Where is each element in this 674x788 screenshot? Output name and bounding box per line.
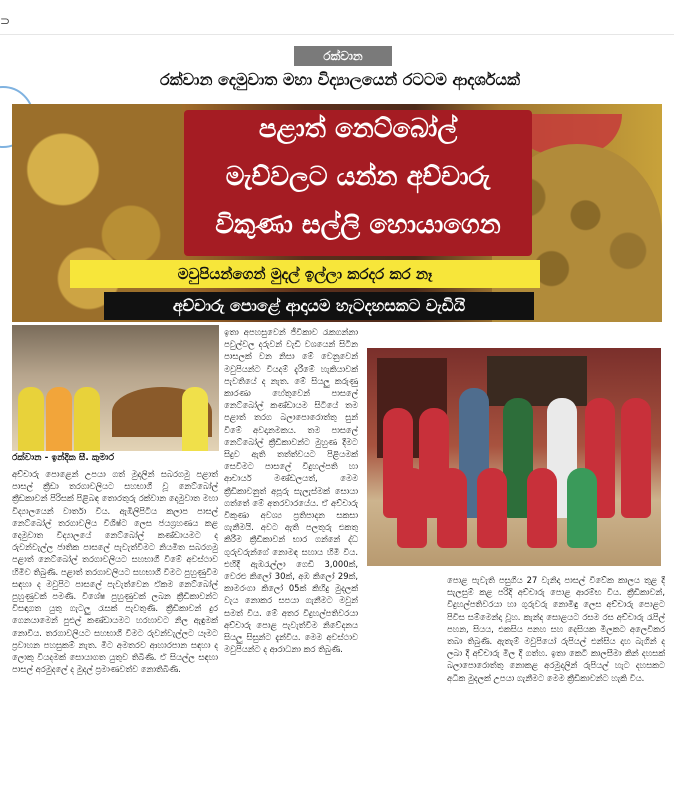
title-line-3: විකුණා සල්ලි හොයාගෙන (215, 210, 501, 240)
title-line-2: මැච්වලට යන්න අච්චාරු (225, 162, 491, 192)
subheadline-black: අච්චාරු පොළේ ආදායම හැටදහසකට වැඩියි (104, 292, 534, 320)
netball-team-photo (367, 348, 661, 566)
photo-caption: රක්වාන - ඉන්දික සී. කුමාර (12, 453, 115, 463)
article-column-1-text: අච්චාරු පොළෙන් උපයා ගත් මුදලින් සබරගමු පළාත් පාසල් ක්‍රීඩා තරගාවලියට සහභාගී වූ නෙට්බෝල් ක්‍රීඩකාවන් පිරිසක් පිළිබඳ තොරතුරු රක්වාන දෙමුවාත මහා විද්‍යාලයෙන් වාර්තා විය. ඇඹිලිපිටිය කලාප පාසල් නෙට්බෝල් තරගාවලිය විශිෂ්ට ලෙස ජයග්‍රහණය කළ දෙමුවාත විද්‍යාලයේ නෙට්බෝල් කණ්ඩායමට ද රුවන්වැල්ල ජාතික පාසලේ පැවැත්වීමට නියමිත සබරගමු පළාත් නෙට්බෝල් තරගාවලියට සහභාගී වීමේ අවස්ථාව හිමිව තිබුණි. පළාත් තරගාවලියට සහභාගී වීමට පුහුණුවීම සඳහා ද මවුපිට පාසලේ පැවැත්වෙන ඒකම නෙට්බෝල් පුහුණුවක් පමණි. විශේෂ පුහුණුවක් ලබන ක්‍රීඩිකාවන්ට විසඳාගත යුතු ගැටලු රැසක් පැවතුණි. ක්‍රීඩිකාවන් දුර ගෙනයාමෙන් පුළුල් කණ්ඩායමට හරහාවට නිල ඇඳුමක් නොවිය. තරගාවලියට සහභාගී වීමට රුවන්වැල්ලට යෑමට ප්‍රවාහන පහසුකම් නැත. මීට අමතරව ආහාරපාන සඳහා ද ලොකු වියදමක් සොයාගත යුතුව තිබිණි. ඒ සියල්ල සඳහා පාසල් අරමුදලේ ද මුදල් ප්‍රමාණවත්ව නොතිබිණි. (12, 469, 218, 675)
article-column-3 (447, 574, 665, 774)
pickle-stall-photo (12, 325, 219, 451)
hero-image (12, 104, 662, 322)
subheadline-yellow: මවුපියන්ගෙන් මුදල් ඉල්ලා කරදර කර නෑ (70, 260, 540, 288)
top-bar (0, 0, 674, 35)
article-column-3-text: පොළ පැවැති පසුගිය 27 වැනිදා පාසල් විවේක කාලය තුළ දී සැලසුම් කළ පරිදි අච්චාරු පොළ ආරම්භ විය. ක්‍රීඩිකාවන්, විදුහල්පතිවරයා හා ගුරුවරු නොමිඳු ලෙස අච්චාරු පොළට පිවිස සම්මෙන්දා වූහ. කැන්ද සොළයට රසම රස අච්චාරු රැපිල් පහන, සියය, එකසිය පනහ සහ දෙසියක මිලකට අලෙවිකර තබා තිබුණි. ඇතැම් මවුපියෝ රුපියල් එන්සිය දාහ බැගින් ද ලබා දී අච්චාරු මිල දී ගත්හ. ඉතා කෙටි කාලසීමා කින් දහසක් බලාපොරොත්තු නොකළ අරමුදලින් රුපියල් හැට දහසකට අධික මුදලක් උපයා ගැනීමට මෙම ක්‍රීඩිකාවන්ට හැකි විය. (447, 575, 665, 683)
article-column-2-text: ඉතා අපහසුවෙන් ජීවිකාව රැකගන්නා පවුල්වල දරුවන් වැඩි වශයෙන් සිටින පාසලක් වන නිසා මේ වෙනුවෙන් මවුපියන්ට වියදම් දැරීමේ හැකියාවක් පැවතියේ ද නැත. මේ සියලු කරුණු කාරණා හේතුවෙන් පාසලේ නෙට්බෝල් කණ්ඩායම සිටියේ තම පළාත් තරග බලාපොරොත්තු සුන් වීමේ අවදානමකය. තම පාසලේ නෙට්බෝල් ක්‍රීඩිකාවන්ට මුහුණ දීමට සිදුව ඇති තත්ත්වයට පිළියමක් සෙවීමට පාසලේ විදුහල්පති හා ආචාර්ය මණ්ඩලයත්, මෙම ක්‍රීඩිකාවනුත් අපූරු සැලැස්මක් සොයා ගත්තේ මේ අතරවාරයේය. ඒ අච්චාරු විකුණා අවශ්‍ය ප්‍රතිපාදන සකසා ගැනීමයි. අවට ඇති පලතුරු එකතු කිරීම ක්‍රීඩිකාවන් භාර ගන්නේ ද්ධ ගුරුවරුන්ගේ නොමඳ සහාය හිමි විය. එහිදී ඇඹරැල්ලා ගෙඩි 3,000ක්, වෙරළු කිලෝ 30ක්, අඹ කිලෝ 29ක්, කාමරංගා කිලෝ 05ක් කිහිදු මුදලක් වැය නොකර සපයා ගැනීමට මවුන් සමත් විය. මේ අතර විදුහල්පතිවරයා අච්චාරු පොළ පැවැත්වීම නිවේදනය සියලු සිසුන්ට දැන්විය. මෙම අවස්ථාව මවුපියන්ට ද ආරාධනා කර තිබුණි. (224, 327, 358, 655)
headline: රක්වාන දෙමුවාත මහා විද්‍යාලයෙන් රටටම ආදර්ශයක් (160, 70, 520, 89)
article-column-2 (224, 326, 358, 774)
section-tag: රක්වාන (294, 46, 392, 66)
page-marker-icon: ⊃ (0, 14, 11, 28)
article-column-1 (12, 468, 218, 774)
title-line-1: පළාත් නෙට්බෝල් (258, 114, 458, 144)
pickle-tray-image (12, 104, 182, 322)
